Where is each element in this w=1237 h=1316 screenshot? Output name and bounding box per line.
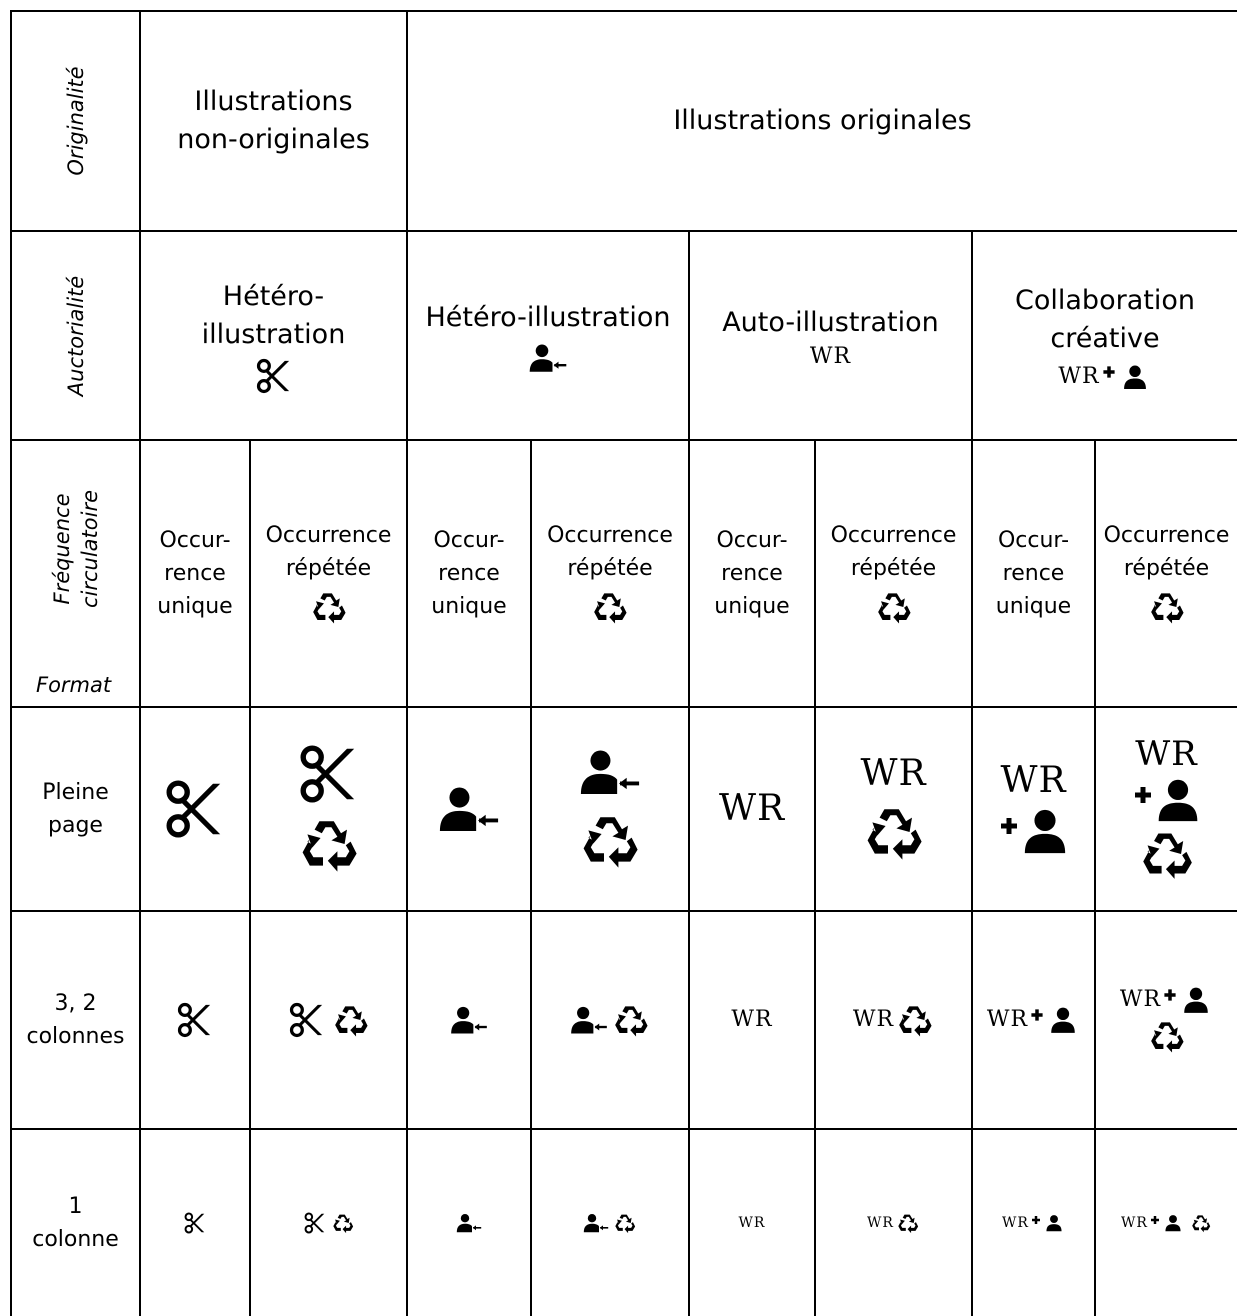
- scissors-icon: [297, 744, 361, 804]
- plus-icon: [1030, 1008, 1044, 1022]
- recycle-icon: [1148, 589, 1186, 625]
- pleine-page-hetero-repetee: [251, 708, 406, 910]
- scissors-icon: [176, 1002, 214, 1038]
- format-1-colonne-label: 1 colonne: [32, 1194, 119, 1252]
- recycle-icon: [1148, 1018, 1186, 1054]
- frequence-repetee-label: Occurrence répétée: [1103, 523, 1230, 581]
- plus-icon: [999, 816, 1019, 836]
- colonnes32-hetero-repetee: [251, 912, 406, 1128]
- plus-icon: [1102, 365, 1116, 379]
- colonnes32-hetero2-repetee: [532, 912, 688, 1128]
- person-icon: [1162, 1214, 1184, 1232]
- format-3-2-colonnes: [12, 912, 139, 1128]
- recycle-icon: [875, 589, 913, 625]
- frequence-unique-label: Occur-rence unique: [157, 528, 233, 619]
- format-3-2-colonnes-label: 3, 2 colonnes: [26, 991, 125, 1049]
- auctorialite-hetero-2: [408, 232, 688, 439]
- person-icon: [1118, 364, 1152, 390]
- format-1-colonne: [12, 1130, 139, 1316]
- pleine-page-auto-repetee: [816, 708, 971, 910]
- writer-icon: WR: [860, 753, 927, 794]
- frequence-repetee-3: [816, 441, 971, 706]
- frequence-repetee-1: [251, 441, 406, 706]
- recycle-icon: [310, 589, 348, 625]
- writer-icon: WR: [1121, 1215, 1148, 1231]
- person-arrow-icon: [456, 1213, 482, 1233]
- person-arrow-icon: [528, 343, 568, 373]
- pleine-page-auto-unique: [690, 708, 814, 910]
- person-arrow-icon: [579, 748, 641, 796]
- header-frequence-cell: [12, 441, 139, 706]
- frequence-repetee-label: Occurrence répétée: [830, 523, 957, 581]
- colonne1-hetero2-unique: [408, 1130, 530, 1316]
- writer-plus-person-icon: [1002, 1214, 1065, 1232]
- pleine-page-collab-repetee: [1096, 708, 1237, 910]
- originalite-non-originales: [141, 12, 406, 230]
- writer-plus-person-icon: [1058, 364, 1151, 390]
- header-frequence: Fréquence circulatoire: [50, 489, 102, 609]
- person-arrow-icon: [438, 785, 500, 833]
- writer-icon: WR: [867, 1215, 894, 1231]
- writer-plus-person-icon: [987, 1006, 1080, 1034]
- writer-icon: WR: [1058, 363, 1100, 389]
- pleine-page-hetero2-repetee: [532, 708, 688, 910]
- plus-person-icon: [999, 807, 1069, 855]
- recycle-icon: [331, 1212, 355, 1234]
- format-pleine-page-label: Pleine page: [42, 780, 109, 838]
- auctorialite-collab: [973, 232, 1237, 439]
- person-icon: [1046, 1006, 1080, 1034]
- person-icon: [1043, 1214, 1065, 1232]
- plus-icon: [1133, 785, 1153, 805]
- frequence-unique-3: [690, 441, 814, 706]
- recycle-icon: [591, 589, 629, 625]
- writer-plus-person-icon: [1121, 1213, 1212, 1233]
- frequence-unique-label: Occur-rence unique: [714, 528, 790, 619]
- header-originalite-cell: [12, 12, 139, 230]
- recycle-icon: [578, 810, 642, 870]
- originalite-non-originales-label: Illustrations non-originales: [177, 86, 370, 155]
- colonne1-hetero-unique: [141, 1130, 249, 1316]
- auctorialite-hetero-1-label: Hétéro-illustration: [201, 280, 346, 350]
- header-auctorialite: Auctorialité: [64, 275, 88, 397]
- pleine-page-hetero2-unique: [408, 708, 530, 910]
- auctorialite-collab-label: Collaboration créative: [1015, 284, 1195, 354]
- frequence-unique-label: Occur-rence unique: [995, 528, 1072, 619]
- recycle-icon: [862, 802, 926, 862]
- writer-icon: WR: [1000, 760, 1067, 801]
- plus-icon: [1163, 988, 1177, 1002]
- writer-icon: WR: [809, 343, 852, 369]
- pleine-page-hetero-unique: [141, 708, 249, 910]
- frequence-repetee-2: [532, 441, 688, 706]
- frequence-unique-2: [408, 441, 530, 706]
- frequence-unique-1: [141, 441, 249, 706]
- header-format: Format: [36, 673, 112, 697]
- writer-icon: WR: [986, 1007, 1029, 1032]
- plus-icon: [1150, 1215, 1160, 1225]
- frequence-repetee-label: Occurrence répétée: [547, 523, 673, 581]
- colonne1-auto-repetee: [816, 1130, 971, 1316]
- writer-icon: WR: [731, 1007, 773, 1032]
- recycle-icon: [1190, 1213, 1212, 1233]
- header-auctorialite-cell: [12, 232, 139, 439]
- scissors-icon: [255, 358, 293, 394]
- colonne1-hetero2-repetee: [532, 1130, 688, 1316]
- colonnes32-collab-unique: [973, 912, 1094, 1128]
- writer-icon: WR: [1135, 734, 1198, 774]
- recycle-icon: [297, 814, 361, 874]
- recycle-icon: [613, 1212, 637, 1234]
- colonnes32-auto-unique: [690, 912, 814, 1128]
- frequence-repetee-4: [1096, 441, 1237, 706]
- auctorialite-auto-label: Auto-illustration: [722, 306, 939, 338]
- person-icon: [1179, 986, 1213, 1014]
- writer-plus-person-icon: [1120, 986, 1213, 1014]
- person-arrow-icon: [450, 1005, 488, 1035]
- person-arrow-icon: [583, 1213, 609, 1233]
- auctorialite-auto: [690, 232, 971, 439]
- scissors-icon: [183, 1212, 207, 1234]
- writer-icon: WR: [1119, 987, 1162, 1012]
- auctorialite-hetero-1: [141, 232, 406, 439]
- person-icon: [1021, 807, 1069, 855]
- originalite-originales-label: Illustrations originales: [673, 105, 972, 136]
- colonnes32-hetero2-unique: [408, 912, 530, 1128]
- originalite-originales: [408, 12, 1237, 230]
- person-icon: [1155, 777, 1201, 823]
- auctorialite-hetero-2-label: Hétéro-illustration: [425, 301, 671, 333]
- writer-icon: WR: [852, 1007, 895, 1032]
- frequence-repetee-label: Occurrence répétée: [265, 523, 392, 581]
- recycle-icon: [896, 1212, 920, 1234]
- scissors-icon: [303, 1212, 327, 1234]
- colonne1-hetero-repetee: [251, 1130, 406, 1316]
- format-pleine-page: [12, 708, 139, 910]
- writer-icon: WR: [1002, 1215, 1029, 1231]
- colonnes32-collab-repetee: [1096, 912, 1237, 1128]
- scissors-icon: [288, 1002, 326, 1038]
- pleine-page-collab-unique: [973, 708, 1094, 910]
- frequence-unique-4: [973, 441, 1094, 706]
- frequence-unique-label: Occur-rence unique: [431, 528, 507, 619]
- recycle-icon: [332, 1002, 370, 1038]
- writer-icon: WR: [718, 788, 786, 829]
- colonnes32-hetero-unique: [141, 912, 249, 1128]
- plus-icon: [1031, 1215, 1041, 1225]
- header-originalite: Originalité: [64, 66, 88, 176]
- colonne1-auto-unique: [690, 1130, 814, 1316]
- plus-person-icon: [1133, 777, 1201, 823]
- person-arrow-icon: [570, 1005, 608, 1035]
- colonnes32-auto-repetee: [816, 912, 971, 1128]
- recycle-icon: [612, 1002, 650, 1038]
- writer-icon: WR: [738, 1215, 766, 1231]
- recycle-icon: [1138, 827, 1196, 881]
- recycle-icon: [896, 1002, 934, 1038]
- colonne1-collab-unique: [973, 1130, 1094, 1316]
- scissors-icon: [163, 779, 227, 839]
- colonne1-collab-repetee: [1096, 1130, 1237, 1316]
